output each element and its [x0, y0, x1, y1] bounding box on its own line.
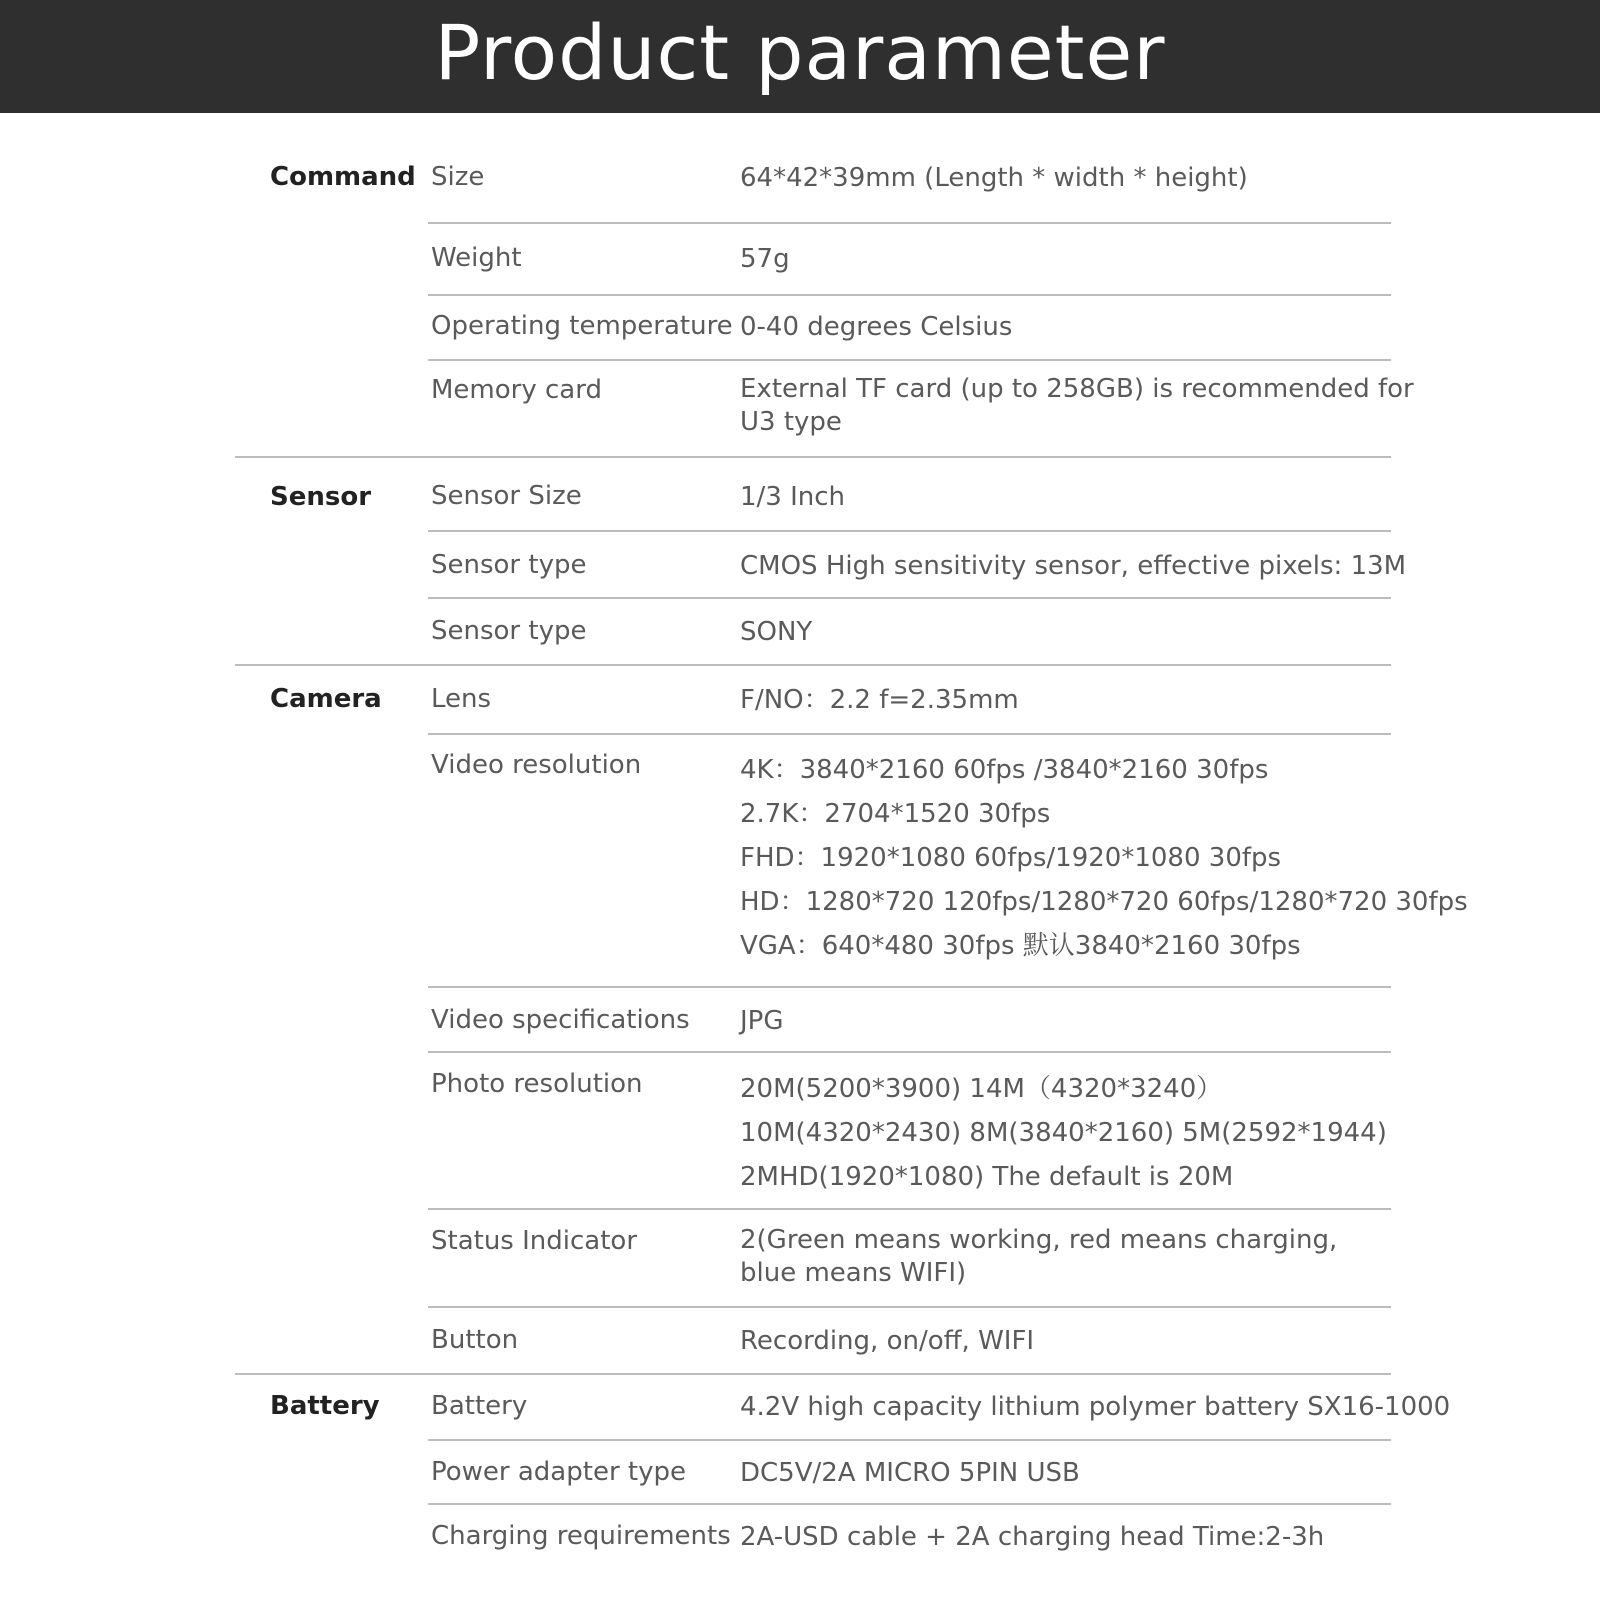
- value-line: blue means WIFI): [740, 1258, 967, 1288]
- value-line: HD：1280*720 120fps/1280*720 60fps/1280*720 30fps: [740, 887, 1468, 917]
- row-divider: [428, 222, 1391, 224]
- group-label-camera: Camera: [270, 684, 382, 714]
- param-value-operating-temperature: 0-40 degrees Celsius: [740, 312, 1013, 342]
- param-value-charging-requirements: 2A-USD cable + 2A charging head Time:2-3h: [740, 1522, 1325, 1552]
- row-divider: [428, 1306, 1391, 1308]
- value-line: 2(Green means working, red means charging,: [740, 1225, 1338, 1255]
- section-divider: [235, 1373, 1391, 1375]
- row-divider: [428, 1439, 1391, 1441]
- row-divider: [428, 986, 1391, 988]
- group-label-sensor: Sensor: [270, 482, 372, 512]
- param-value-battery: 4.2V high capacity lithium polymer battery SX16-1000: [740, 1392, 1451, 1422]
- row-divider: [428, 1503, 1391, 1505]
- row-divider: [428, 597, 1391, 599]
- param-value-video-resolution: [740, 748, 1468, 968]
- param-value-sensor-brand: SONY: [740, 617, 813, 647]
- param-value-photo-resolution: [740, 1067, 1387, 1199]
- page-title: Product parameter: [434, 8, 1166, 97]
- param-label-sensor-size: Sensor Size: [431, 481, 582, 511]
- param-label-video-specifications: Video specifications: [431, 1005, 690, 1035]
- section-divider: [235, 456, 1391, 458]
- param-label-memory-card: Memory card: [431, 375, 602, 405]
- value-line: 2.7K：2704*1520 30fps: [740, 799, 1051, 829]
- param-label-weight: Weight: [431, 243, 522, 273]
- section-divider: [235, 664, 1391, 666]
- param-label-sensor-type: Sensor type: [431, 616, 587, 646]
- param-value-video-specifications: JPG: [740, 1006, 784, 1036]
- value-line: External TF card (up to 258GB) is recommended for: [740, 374, 1414, 404]
- group-label-battery: Battery: [270, 1391, 380, 1421]
- param-label-size: Size: [431, 162, 485, 192]
- header-banner: [0, 0, 1600, 113]
- row-divider: [428, 359, 1391, 361]
- param-value-status-indicator: [740, 1224, 1337, 1290]
- param-value-button: Recording, on/off, WIFI: [740, 1326, 1035, 1356]
- param-value-sensor-type: CMOS High sensitivity sensor, effective pixels: 13M: [740, 551, 1407, 581]
- param-label-button: Button: [431, 1325, 519, 1355]
- value-line: 2MHD(1920*1080) The default is 20M: [740, 1162, 1234, 1192]
- param-label-sensor-type: Sensor type: [431, 550, 587, 580]
- param-value-sensor-size: 1/3 Inch: [740, 482, 846, 512]
- row-divider: [428, 294, 1391, 296]
- value-line: 10M(4320*2430) 8M(3840*2160) 5M(2592*1944): [740, 1118, 1387, 1148]
- param-label-charging-requirements: Charging requirements: [431, 1521, 731, 1551]
- value-line: FHD：1920*1080 60fps/1920*1080 30fps: [740, 843, 1282, 873]
- param-label-battery: Battery: [431, 1391, 528, 1421]
- param-value-power-adapter-type: DC5V/2A MICRO 5PIN USB: [740, 1458, 1080, 1488]
- param-value-weight: 57g: [740, 244, 790, 274]
- param-label-lens: Lens: [431, 684, 492, 714]
- param-label-power-adapter-type: Power adapter type: [431, 1457, 686, 1487]
- param-value-lens: F/NO：2.2 f=2.35mm: [740, 685, 1019, 715]
- value-line: VGA：640*480 30fps 默认3840*2160 30fps: [740, 931, 1301, 961]
- row-divider: [428, 1208, 1391, 1210]
- row-divider: [428, 733, 1391, 735]
- value-line: 20M(5200*3900) 14M（4320*3240）: [740, 1074, 1223, 1104]
- param-label-photo-resolution: Photo resolution: [431, 1069, 643, 1099]
- row-divider: [428, 1051, 1391, 1053]
- param-label-operating-temperature: Operating temperature: [431, 311, 733, 341]
- param-value-memory-card: [740, 373, 1414, 439]
- group-label-command: Command: [270, 162, 416, 192]
- param-value-size: 64*42*39mm (Length * width * height): [740, 163, 1248, 193]
- row-divider: [428, 530, 1391, 532]
- param-label-video-resolution: Video resolution: [431, 750, 642, 780]
- value-line: U3 type: [740, 407, 842, 437]
- param-label-status-indicator: Status Indicator: [431, 1226, 638, 1256]
- value-line: 4K：3840*2160 60fps /3840*2160 30fps: [740, 755, 1269, 785]
